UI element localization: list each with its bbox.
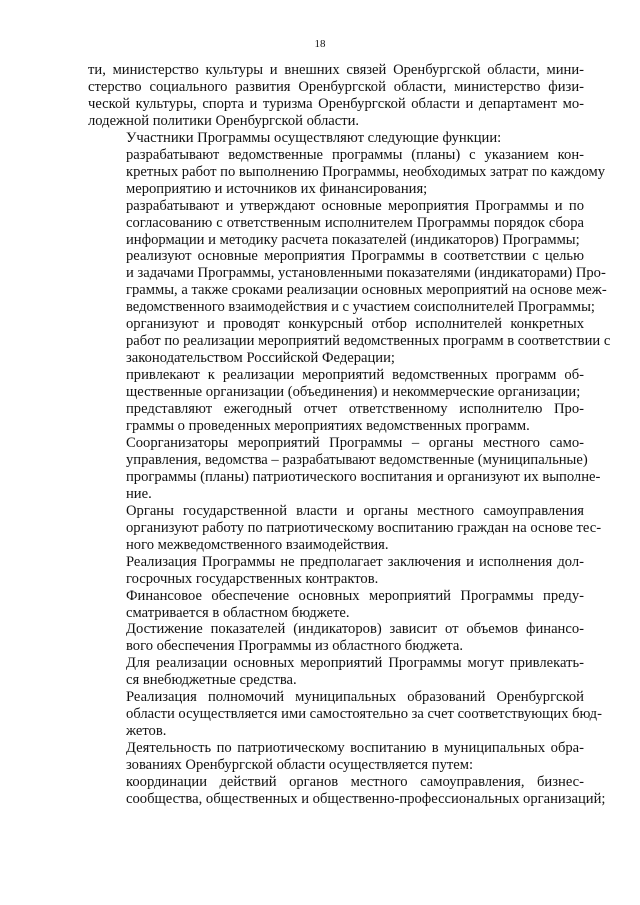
text-line: граммы, а также сроками реализации основных мероприятий на основе меж- xyxy=(126,282,607,299)
paragraph xyxy=(88,130,584,147)
text-line: Для реализации основных мероприятий Программы могут привлекать- xyxy=(126,655,584,672)
text-line: представляют ежегодный отчет ответственному исполнителю Про- xyxy=(126,401,584,418)
paragraph xyxy=(88,655,584,689)
paragraph xyxy=(88,434,601,503)
text-line: ся внебюджетные средства. xyxy=(126,672,297,689)
text-line: Участники Программы осуществляют следующие функции: xyxy=(126,129,502,146)
text-line: мероприятию и источников их финансирования; xyxy=(126,180,428,197)
text-line: Реализация полномочий муниципальных образований Оренбургской xyxy=(126,689,584,706)
text-line: жетов. xyxy=(126,723,167,740)
text-line: стерство социального развития Оренбургской области, министерство физи- xyxy=(88,78,584,95)
text-line: ческой культуры, спорта и туризма Оренбургской области и департамент мо- xyxy=(88,95,584,112)
paragraph xyxy=(88,62,584,130)
paragraph xyxy=(88,502,602,554)
paragraph xyxy=(88,774,606,808)
text-line: кретных работ по выполнению Программы, необходимых затрат по каждому xyxy=(126,163,605,180)
document-body xyxy=(88,62,611,808)
text-line: разрабатывают и утверждают основные мероприятия Программы и по xyxy=(126,197,584,214)
text-line: ного межведомственного взаимодействия. xyxy=(126,536,389,553)
text-line: зованиях Оренбургской области осуществляется путем: xyxy=(126,757,474,774)
text-line: щественные организации (объединения) и некоммерческие организации; xyxy=(126,384,581,401)
paragraph xyxy=(88,401,584,435)
text-line: и задачами Программы, установленными показателями (индикаторами) Про- xyxy=(126,265,606,282)
text-line: ние. xyxy=(126,485,152,502)
text-line: координации действий органов местного самоуправления, бизнес- xyxy=(126,774,584,791)
paragraph xyxy=(88,740,584,774)
text-line: управления, ведомства – разрабатывают ведомственные (муниципальные) xyxy=(126,451,588,468)
paragraph xyxy=(88,621,584,655)
paragraph xyxy=(88,588,584,622)
page-number: 18 xyxy=(314,38,326,50)
text-line: Деятельность по патриотическому воспитанию в муниципальных обра- xyxy=(126,740,584,757)
text-line: сматривается в областном бюджете. xyxy=(126,604,350,621)
text-line: вого обеспечения Программы из областного бюджета. xyxy=(126,638,463,655)
text-line: работ по реализации мероприятий ведомственных программ в соответствии с xyxy=(126,333,611,350)
paragraph xyxy=(88,554,584,588)
text-line: Достижение показателей (индикаторов) зависит от объемов финансо- xyxy=(126,621,584,638)
text-line: программы (планы) патриотического воспитания и организуют их выполне- xyxy=(126,468,601,485)
text-line: ти, министерство культуры и внешних связей Оренбургской области, мини- xyxy=(88,62,584,78)
text-line: информации и методику расчета показателей (индикаторов) Программы; xyxy=(126,231,580,248)
text-line: лодежной политики Оренбургской области. xyxy=(88,112,360,129)
text-line: Реализация Программы не предполагает заключения и исполнения дол- xyxy=(126,553,584,570)
text-line: Соорганизаторы мероприятий Программы – органы местного само- xyxy=(126,434,584,451)
text-line: законодательством Российской Федерации; xyxy=(126,350,395,367)
text-line: привлекают к реализации мероприятий ведомственных программ об- xyxy=(126,367,584,384)
text-line: организуют работу по патриотическому воспитанию граждан на основе тес- xyxy=(126,519,602,536)
paragraph xyxy=(88,689,602,740)
text-line: области осуществляется ими самостоятельно за счет соответствующих бюд- xyxy=(126,706,602,723)
text-line: Органы государственной власти и органы местного самоуправления xyxy=(126,502,584,519)
text-line: разрабатывают ведомственные программы (планы) с указанием кон- xyxy=(126,146,584,163)
paragraph xyxy=(88,367,584,401)
paragraph xyxy=(88,198,584,249)
text-line: Финансовое обеспечение основных мероприятий Программы преду- xyxy=(126,587,584,604)
paragraph xyxy=(88,146,605,198)
text-line: граммы о проведенных мероприятиях ведомственных программ. xyxy=(126,418,530,435)
text-line: ведомственного взаимодействия и с участием соисполнителей Программы; xyxy=(126,299,595,316)
paragraph xyxy=(88,316,611,367)
paragraph xyxy=(88,248,607,316)
text-line: согласованию с ответственным исполнителем Программы порядок сбора xyxy=(126,214,584,231)
text-line: госрочных государственных контрактов. xyxy=(126,570,379,587)
text-line: реализуют основные мероприятия Программы в соответствии с целью xyxy=(126,248,584,265)
text-line: организуют и проводят конкурсный отбор исполнителей конкретных xyxy=(126,316,584,333)
text-line: сообщества, общественных и общественно-профессиональных организаций; xyxy=(126,790,606,807)
